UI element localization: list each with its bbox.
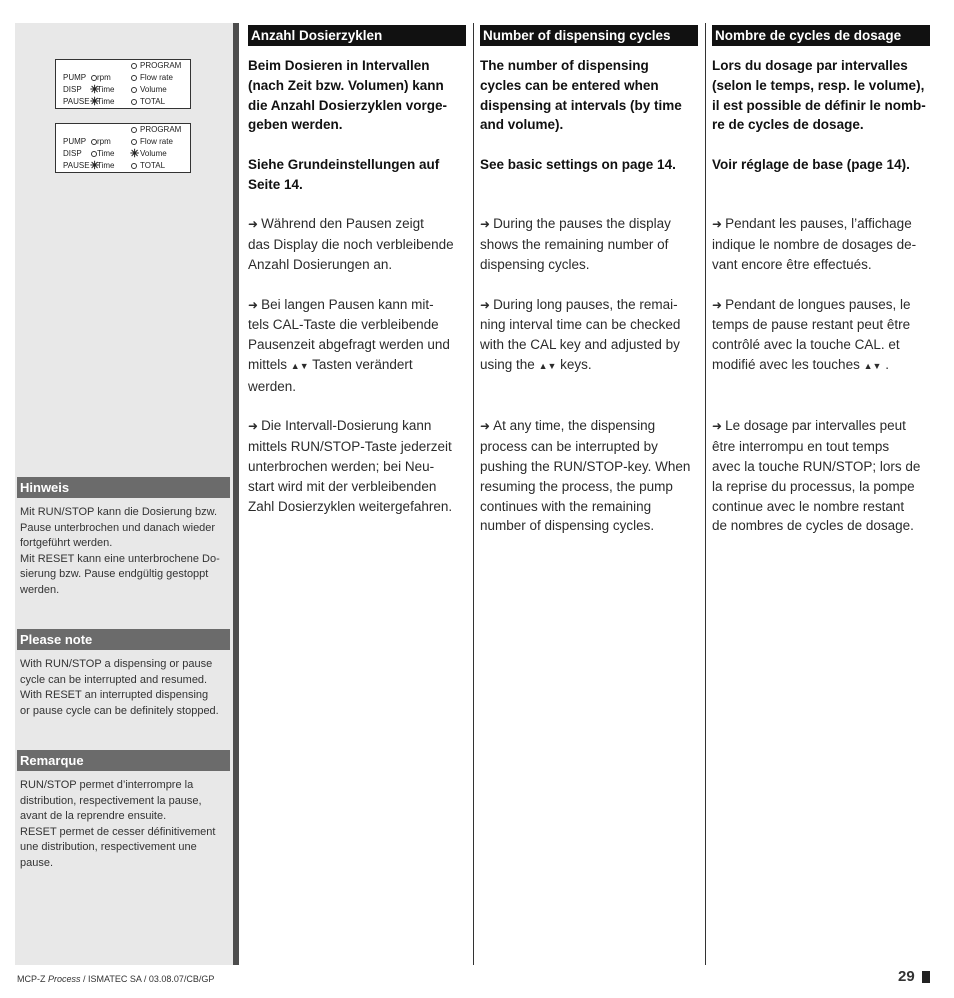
text-line: contrôlé avec la touche CAL. et bbox=[712, 337, 900, 353]
display-panel-1 bbox=[55, 59, 191, 109]
page-number: 29 bbox=[898, 968, 915, 985]
note-line: fortgeführt werden. bbox=[20, 537, 113, 549]
footer-doc-name: MCP-Z bbox=[17, 974, 46, 984]
text-line: and volume). bbox=[480, 117, 564, 133]
page-marker bbox=[922, 971, 930, 983]
display-label: TOTAL bbox=[140, 161, 166, 170]
note-line: sierung bzw. Pause endgültig gestoppt bbox=[20, 568, 209, 580]
text-line: tels CAL-Taste die verbleibende bbox=[248, 317, 439, 333]
display-label: PAUSE bbox=[63, 97, 90, 106]
up-down-keys-icon: ▲▼ bbox=[863, 360, 882, 371]
display-label: DISP bbox=[63, 85, 82, 94]
text-line: Pendant de longues pauses, le bbox=[725, 296, 911, 312]
display-label: Volume bbox=[140, 85, 167, 94]
indicator-dot-icon bbox=[130, 60, 138, 72]
footer-doc-meta: / ISMATEC SA / 03.08.07/CB/GP bbox=[80, 974, 215, 984]
column-title: Number of dispensing cycles bbox=[480, 25, 698, 46]
text-line: être interrompu en tout temps bbox=[712, 439, 890, 455]
note-line: cycle can be interrupted and resumed. bbox=[20, 673, 208, 686]
column-french bbox=[712, 25, 930, 536]
note-body-please-note bbox=[20, 657, 232, 719]
arrow-right-icon: ➜ bbox=[712, 217, 723, 232]
display-label: rpm bbox=[97, 73, 111, 82]
display-label: rpm bbox=[97, 137, 111, 146]
note-line: pause. bbox=[20, 856, 54, 869]
text-line: mittels RUN/STOP-Taste jederzeit bbox=[248, 439, 452, 455]
text-line: Tasten verändert bbox=[312, 356, 413, 372]
display-label: Time bbox=[97, 85, 115, 94]
arrow-right-icon: ➜ bbox=[712, 297, 723, 312]
display-label: Time bbox=[97, 149, 115, 158]
arrow-right-icon: ➜ bbox=[480, 419, 491, 434]
note-line: Mit RUN/STOP kann die Dosierung bzw. bbox=[20, 506, 218, 518]
text-line: avec la touche RUN/STOP; lors de bbox=[712, 458, 921, 474]
up-down-keys-icon: ▲▼ bbox=[290, 360, 309, 371]
text-line: la reprise du processus, la pompe bbox=[712, 478, 915, 494]
text-line: Lors du dosage par intervalles bbox=[712, 58, 908, 73]
text-line: During long pauses, the remai- bbox=[493, 296, 678, 312]
up-down-keys-icon: ▲▼ bbox=[538, 360, 557, 371]
text-line: vant encore être effectués. bbox=[712, 256, 872, 272]
note-line: Mit RESET kann eine unterbrochene Do- bbox=[20, 552, 220, 565]
text-line: The number of dispensing bbox=[480, 58, 649, 73]
text-line: ning interval time can be checked bbox=[480, 317, 681, 333]
note-line: Pause unterbrochen und danach wieder bbox=[20, 521, 216, 534]
display-panel-2 bbox=[55, 123, 191, 173]
note-heading-remarque: Remarque bbox=[17, 750, 230, 771]
text-line: At any time, the dispensing bbox=[493, 418, 656, 434]
column-english bbox=[480, 25, 698, 536]
indicator-dot-icon bbox=[130, 72, 138, 84]
display-label: Flow rate bbox=[140, 137, 173, 146]
arrow-right-icon: ➜ bbox=[248, 419, 259, 434]
display-label: PROGRAM bbox=[140, 125, 182, 134]
text-line: indique le nombre de dosages de- bbox=[712, 237, 917, 253]
text-line: (selon le temps, resp. le volume), bbox=[712, 77, 925, 93]
text-line: das Display die noch verbleibende bbox=[248, 237, 454, 253]
text-line: modifié avec les touches bbox=[712, 356, 860, 372]
text-line: During the pauses the display bbox=[493, 216, 671, 232]
note-line: werden. bbox=[20, 583, 60, 596]
text-line: Seite 14. bbox=[248, 176, 303, 192]
text-line: die Anzahl Dosierzyklen vorge- bbox=[248, 97, 448, 113]
display-label: Time bbox=[97, 97, 115, 106]
active-star-icon: ✳ bbox=[90, 160, 100, 172]
column-divider-1 bbox=[473, 23, 474, 965]
arrow-right-icon: ➜ bbox=[248, 297, 259, 312]
text-line: Voir réglage de base (page 14). bbox=[712, 156, 910, 172]
arrow-right-icon: ➜ bbox=[248, 217, 259, 232]
text-line: Beim Dosieren in Intervallen bbox=[248, 58, 430, 73]
display-label: PUMP bbox=[63, 73, 87, 82]
text-line: Die Intervall-Dosierung kann bbox=[261, 418, 432, 434]
note-line: With RESET an interrupted dispensing bbox=[20, 689, 209, 701]
display-label: PAUSE bbox=[63, 161, 90, 170]
text-line: werden. bbox=[248, 378, 297, 394]
display-label: DISP bbox=[63, 149, 82, 158]
indicator-dot-icon bbox=[130, 160, 138, 172]
display-label: PROGRAM bbox=[140, 61, 182, 70]
text-line: Pendant les pauses, l’affichage bbox=[725, 216, 912, 232]
display-label: PUMP bbox=[63, 137, 87, 146]
text-line: (nach Zeit bzw. Volumen) kann bbox=[248, 77, 444, 93]
note-line: or pause cycle can be definitely stopped. bbox=[20, 704, 219, 717]
footer-doc-variant: Process bbox=[48, 974, 81, 984]
note-line: With RUN/STOP a dispensing or pause bbox=[20, 658, 213, 670]
text-line: unterbrochen werden; bei Neu- bbox=[248, 458, 435, 474]
note-heading-hinweis: Hinweis bbox=[17, 477, 230, 498]
text-line: continues with the remaining bbox=[480, 498, 652, 514]
indicator-dot-icon bbox=[130, 96, 138, 108]
active-star-icon: ✳ bbox=[130, 148, 140, 160]
sidebar-divider bbox=[233, 23, 239, 965]
display-label: Volume bbox=[140, 149, 167, 158]
text-line: dispensing at intervals (by time bbox=[480, 97, 682, 113]
note-body-hinweis bbox=[20, 505, 232, 598]
note-line: RUN/STOP permet d’interrompre la bbox=[20, 779, 194, 791]
note-line: distribution, respectivement la pause, bbox=[20, 794, 202, 807]
indicator-dot-icon bbox=[130, 124, 138, 136]
text-line: start wird mit der verbleibenden bbox=[248, 478, 437, 494]
display-label: Flow rate bbox=[140, 73, 173, 82]
text-line: Anzahl Dosierungen an. bbox=[248, 256, 393, 272]
text-line: temps de pause restant peut être bbox=[712, 317, 911, 333]
column-german bbox=[248, 25, 466, 516]
text-line: Siehe Grundeinstellungen auf bbox=[248, 156, 440, 172]
text-line: number of dispensing cycles. bbox=[480, 518, 655, 534]
note-line: une distribution, respectivement une bbox=[20, 841, 197, 853]
text-line: cycles can be entered when bbox=[480, 77, 659, 93]
text-line: Während den Pausen zeigt bbox=[261, 216, 424, 232]
column-title: Anzahl Dosierzyklen bbox=[248, 25, 466, 46]
text-line: Bei langen Pausen kann mit- bbox=[261, 296, 434, 312]
text-line: keys. bbox=[560, 356, 592, 372]
text-line: See basic settings on page 14. bbox=[480, 156, 676, 172]
text-line: pushing the RUN/STOP-key. When bbox=[480, 458, 691, 474]
active-star-icon: ✳ bbox=[90, 84, 100, 96]
display-label: Time bbox=[97, 161, 115, 170]
text-line: geben werden. bbox=[248, 117, 343, 133]
column-divider-2 bbox=[705, 23, 706, 965]
text-line: with the CAL key and adjusted by bbox=[480, 337, 680, 353]
text-line: Pausenzeit abgefragt werden und bbox=[248, 337, 450, 353]
footer-document-info bbox=[17, 974, 214, 984]
text-line: mittels bbox=[248, 356, 288, 372]
text-line: Le dosage par intervalles peut bbox=[725, 418, 906, 434]
display-label: TOTAL bbox=[140, 97, 166, 106]
indicator-dot-icon bbox=[130, 84, 138, 96]
text-line: dispensing cycles. bbox=[480, 256, 590, 272]
text-line: continue avec le nombre restant bbox=[712, 498, 905, 514]
text-line: process can be interrupted by bbox=[480, 439, 658, 455]
note-body-remarque bbox=[20, 778, 232, 871]
text-line: Zahl Dosierzyklen weitergefahren. bbox=[248, 498, 453, 514]
text-line: using the bbox=[480, 356, 535, 372]
arrow-right-icon: ➜ bbox=[480, 217, 491, 232]
text-line: . bbox=[885, 356, 889, 372]
text-line: de nombres de cycles de dosage. bbox=[712, 518, 914, 534]
arrow-right-icon: ➜ bbox=[480, 297, 491, 312]
column-title: Nombre de cycles de dosage bbox=[712, 25, 930, 46]
text-line: shows the remaining number of bbox=[480, 237, 669, 253]
text-line: resuming the process, the pump bbox=[480, 478, 673, 494]
note-line: avant de la reprendre ensuite. bbox=[20, 810, 167, 822]
active-star-icon: ✳ bbox=[90, 96, 100, 108]
text-line: re de cycles de dosage. bbox=[712, 117, 864, 133]
text-line: il est possible de définir le nomb- bbox=[712, 97, 926, 113]
arrow-right-icon: ➜ bbox=[712, 419, 723, 434]
note-heading-please-note: Please note bbox=[17, 629, 230, 650]
indicator-dot-icon bbox=[130, 136, 138, 148]
note-line: RESET permet de cesser définitivement bbox=[20, 825, 216, 838]
